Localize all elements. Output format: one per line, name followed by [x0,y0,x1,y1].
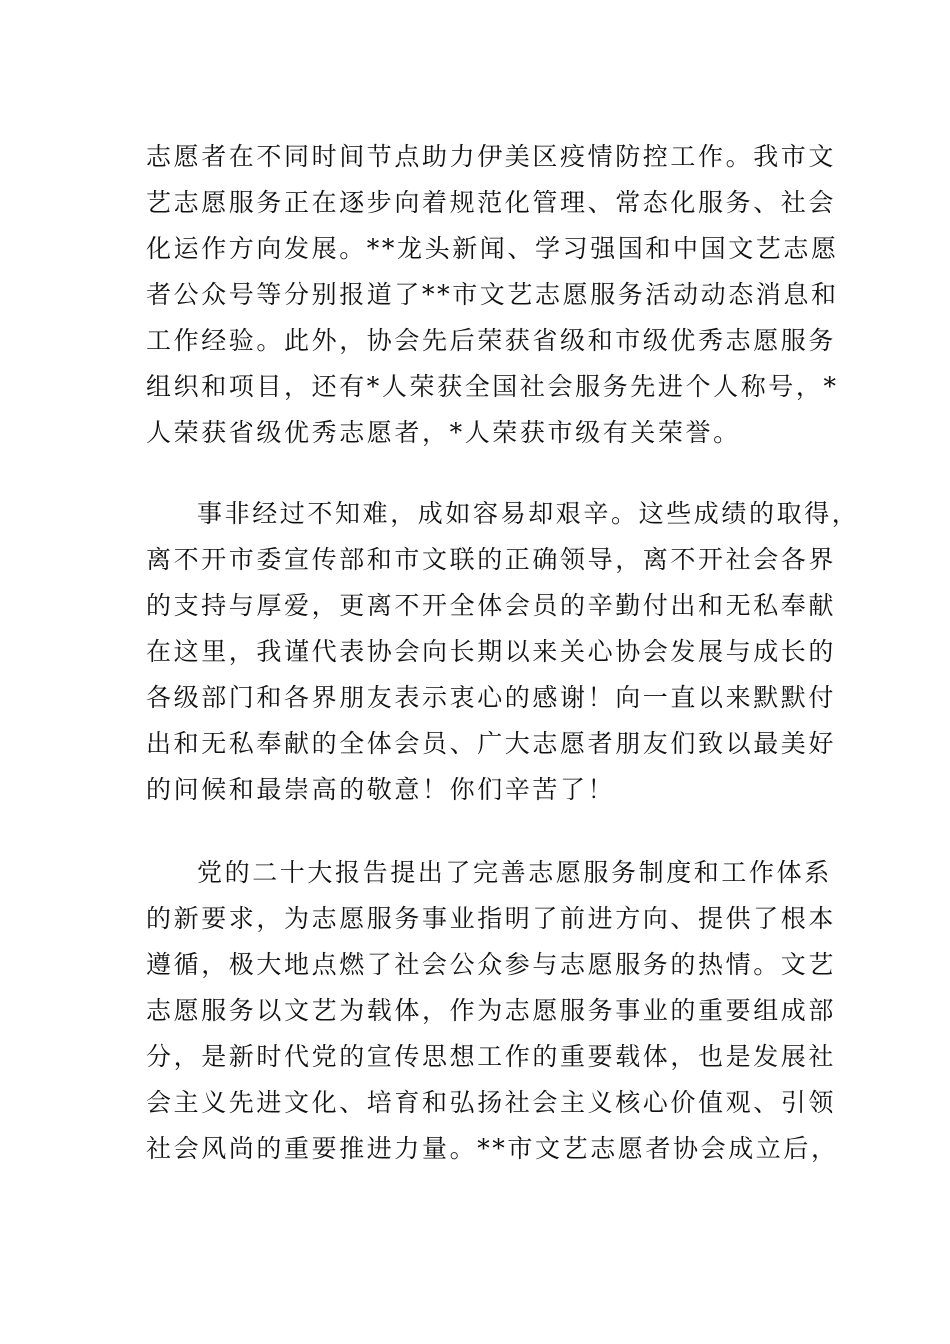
text-line: 各级部门和各界朋友表示衷心的感谢！向一直以来默默付 [146,683,837,712]
text-line: 志愿者在不同时间节点助力伊美区疫情防控工作。我市文 [146,142,837,171]
text-line: 分，是新时代党的宣传思想工作的重要载体，也是发展社 [146,1042,837,1071]
text-line-first: 党的二十大报告提出了完善志愿服务制度和工作体系 [197,858,832,887]
text-line: 化运作方向发展。**龙头新闻、学习强国和中国文艺志愿 [146,234,839,263]
text-line: 工作经验。此外，协会先后荣获省级和市级优秀志愿服务 [146,326,837,355]
text-line: 艺志愿服务正在逐步向着规范化管理、常态化服务、社会 [146,188,837,217]
text-line: 离不开市委宣传部和市文联的正确领导，离不开社会各界 [146,545,837,574]
text-line: 者公众号等分别报道了**市文艺志愿服务活动动态消息和 [146,280,839,309]
text-line: 出和无私奉献的全体会员、广大志愿者朋友们致以最美好 [146,729,837,758]
paragraph-2 [146,491,860,813]
text-line: 社会风尚的重要推进力量。**市文艺志愿者协会成立后， [146,1134,839,1163]
paragraph-3 [146,850,839,1172]
text-line: 在这里，我谨代表协会向长期以来关心协会发展与成长的 [146,637,837,666]
paragraph-1 [146,134,839,456]
text-line: 人荣获省级优秀志愿者，*人荣获市级有关荣誉。 [146,418,741,447]
text-line: 志愿服务以文艺为载体，作为志愿服务事业的重要组成部 [146,996,837,1025]
text-line: 的新要求，为志愿服务事业指明了前进方向、提供了根本 [146,904,837,933]
text-line-first: 事非经过不知难，成如容易却艰辛。这些成绩的取得， [197,499,860,528]
text-line: 的问候和最崇高的敬意！你们辛苦了！ [146,775,616,804]
text-line: 的支持与厚爱，更离不开全体会员的辛勤付出和无私奉献 [146,591,837,620]
text-line: 组织和项目，还有*人荣获全国社会服务先进个人称号，* [146,372,839,401]
text-line: 会主义先进文化、培育和弘扬社会主义核心价值观、引领 [146,1088,837,1117]
text-line: 遵循，极大地点燃了社会公众参与志愿服务的热情。文艺 [146,950,837,979]
